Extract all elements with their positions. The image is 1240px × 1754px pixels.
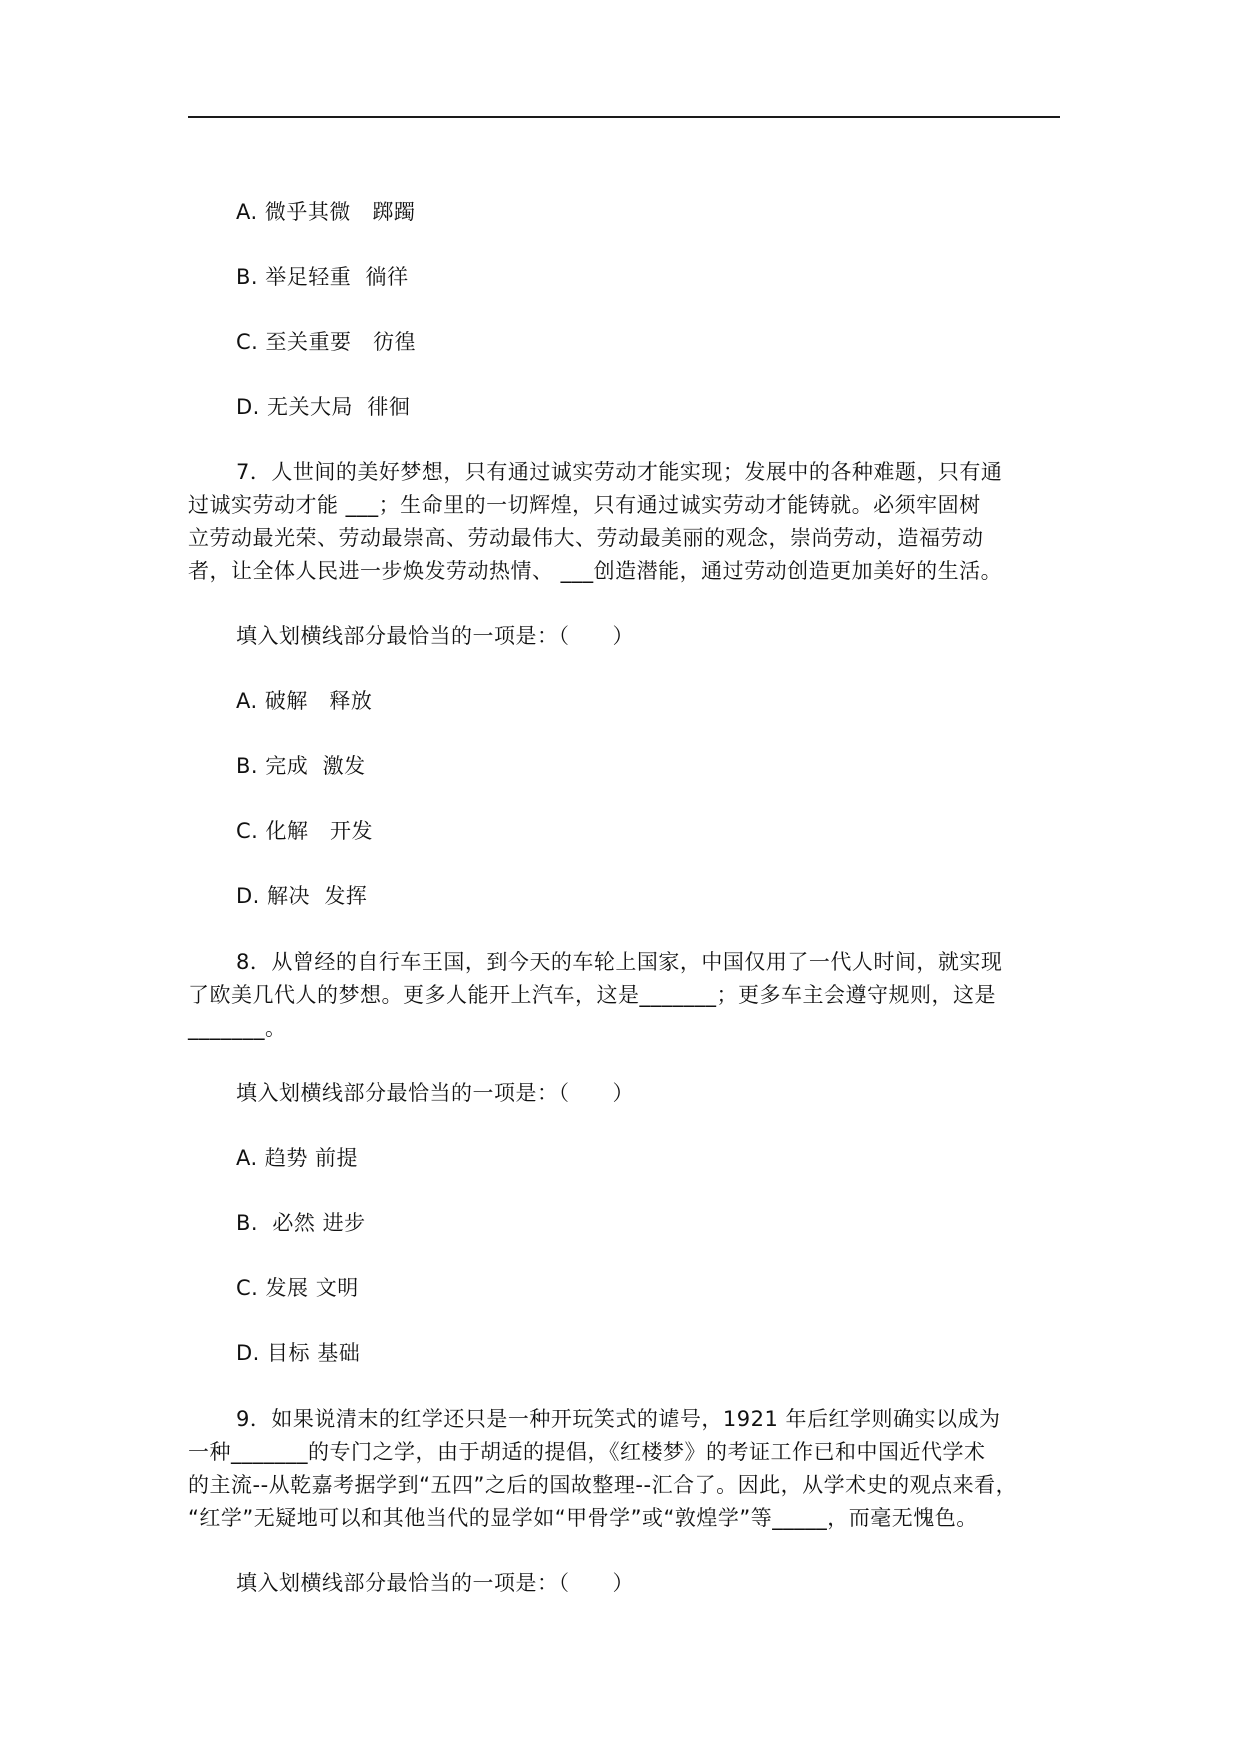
q7-option-a: A. 破解 释放: [236, 689, 373, 713]
q9-text-line-4: “红学”无疑地可以和其他当代的显学如“甲骨学”或“敦煌学”等_____，而毫无愧色。: [188, 1506, 978, 1530]
q7-option-b: B. 完成 激发: [236, 754, 366, 778]
q8-text-line-1: 8．从曾经的自行车王国，到今天的车轮上国家，中国仅用了一代人时间，就实现: [236, 950, 1003, 974]
q8-prompt: 填入划横线部分最恰当的一项是：（ ）: [236, 1081, 635, 1105]
q8-option-a: A. 趋势 前提: [236, 1146, 359, 1170]
q8-option-d: D. 目标 基础: [236, 1341, 361, 1365]
q8-text-line-3: _______。: [188, 1016, 287, 1040]
q7-text-line-4: 者，让全体人民进一步焕发劳动热情、 ___创造潜能，通过劳动创造更加美好的生活。: [188, 559, 1003, 583]
q7-text-line-1: 7．人世间的美好梦想，只有通过诚实劳动才能实现；发展中的各种难题，只有通: [236, 460, 1003, 484]
q8-option-c: C. 发展 文明: [236, 1276, 359, 1300]
q9-text-line-1: 9．如果说清末的红学还只是一种开玩笑式的谑号，1921 年后红学则确实以成为: [236, 1407, 1001, 1431]
q8-option-b: B. 必然 进步: [236, 1211, 366, 1235]
q9-text-line-2: 一种_______的专门之学，由于胡适的提倡，《红楼梦》的考证工作已和中国近代学术: [188, 1440, 986, 1464]
q8-text-line-2: 了欧美几代人的梦想。更多人能开上汽车，这是_______；更多车主会遵守规则，这是: [188, 983, 996, 1007]
q6-option-d: D. 无关大局 徘徊: [236, 395, 411, 419]
q7-text-line-3: 立劳动最光荣、劳动最崇高、劳动最伟大、劳动最美丽的观念，崇尚劳动，造福劳动: [188, 526, 984, 550]
q7-text-line-2: 过诚实劳动才能 ___；生命里的一切辉煌，只有通过诚实劳动才能铸就。必须牢固树: [188, 493, 981, 517]
q7-prompt: 填入划横线部分最恰当的一项是：（ ）: [236, 624, 635, 648]
q7-option-d: D. 解决 发挥: [236, 884, 368, 908]
header-rule: [188, 116, 1060, 118]
q9-prompt: 填入划横线部分最恰当的一项是：（ ）: [236, 1571, 635, 1595]
q6-option-b: B. 举足轻重 徜徉: [236, 265, 409, 289]
q6-option-c: C. 至关重要 彷徨: [236, 330, 417, 354]
q9-text-line-3: 的主流--从乾嘉考据学到“五四”之后的国故整理--汇合了。因此，从学术史的观点来看，: [188, 1473, 1018, 1497]
q7-option-c: C. 化解 开发: [236, 819, 374, 843]
q6-option-a: A. 微乎其微 踯躅: [236, 200, 416, 224]
